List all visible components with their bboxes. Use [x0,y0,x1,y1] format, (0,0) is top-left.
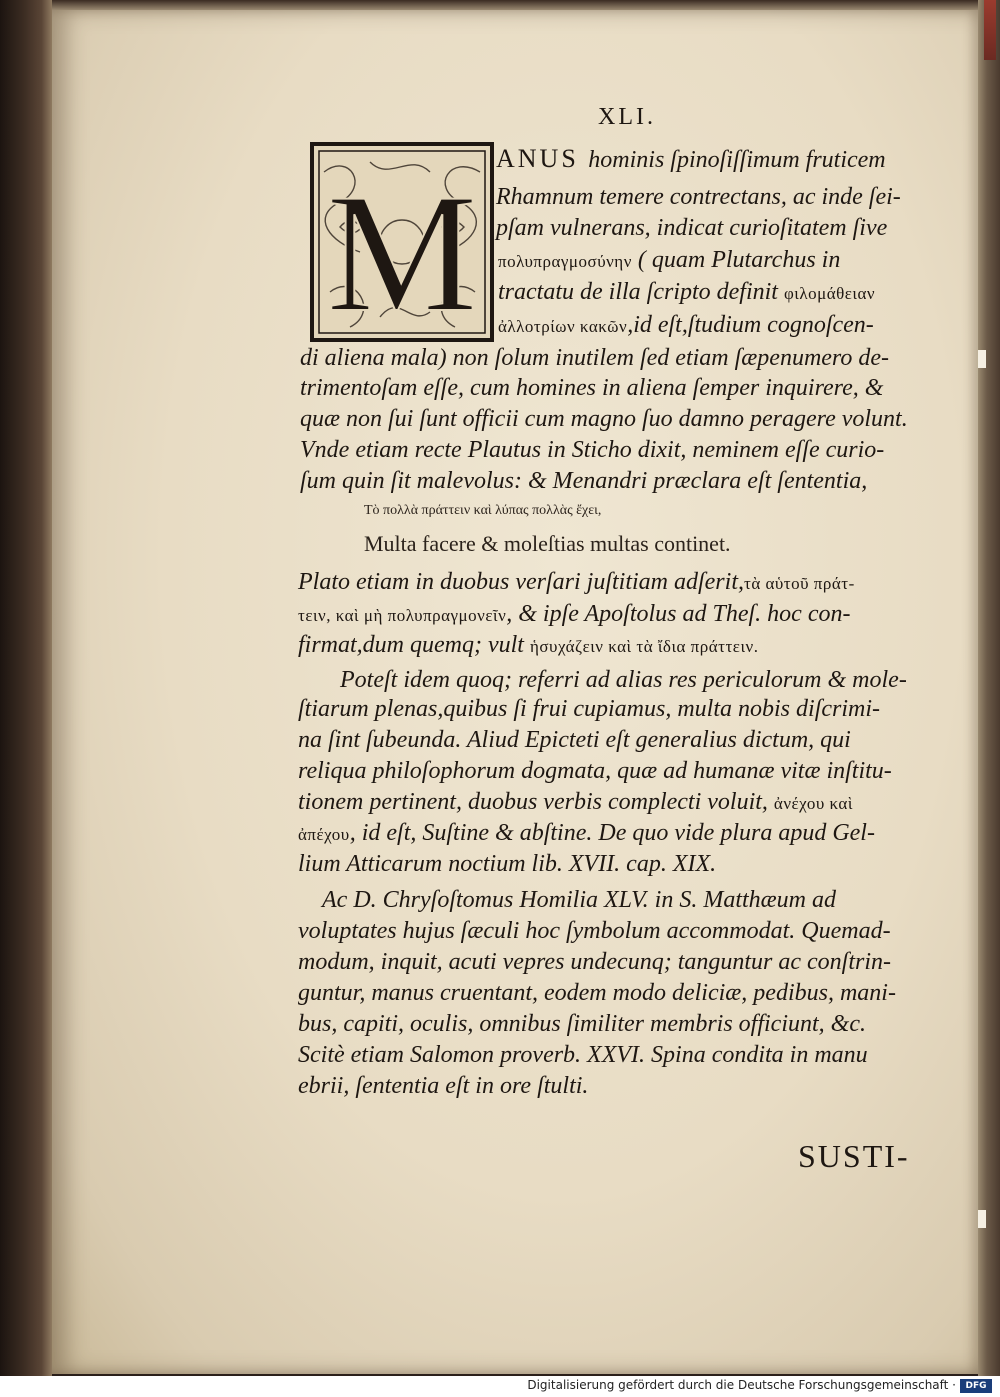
text-line: Poteſt idem quoq; referri ad alias res periculorum & mole- [340,667,907,693]
text-line: Ac D. Chryſoſtomus Homilia XLV. in S. Matthæum ad [322,887,837,913]
greek-word: φιλομάθειαν [783,284,876,303]
text-line: reliqua philoſophorum dogmata, quæ ad humanæ vitæ inſtitu- [298,758,892,784]
text-line-6 [498,310,874,342]
text-line: quæ non ſui ſunt officii cum magno ſuo damno peragere volunt. [300,406,908,432]
text-line [298,787,853,819]
book-binding-right [978,0,1000,1376]
text-line-2: Rhamnum temere contrectans, ac inde ſei- [496,184,901,210]
latin-translation: Multa facere & moleſtias multas continet. [364,531,731,556]
text-line: trimentoſam eſſe, cum homines in aliena ſemper inquirere, & [300,375,884,401]
text-line: Vnde etiam recte Plautus in Sticho dixit, neminem eſſe curio- [300,437,885,463]
text-line: guntur, manus cruentant, eodem modo deliciæ, pedibus, mani- [298,980,896,1006]
greek-word: ἀπέχου [298,825,350,844]
text-line [298,599,850,631]
line-text: Plato etiam in duobus verſari juſtitiam adſerit, [298,569,744,595]
initial-letter: M [326,159,478,342]
line-text: , & ipſe Apoſtolus ad Theſ. hoc con- [506,601,851,627]
line-text: ( quam Plutarchus in [631,247,841,273]
line-text: hominis ſpinoſiſſimum fruticem [588,147,886,173]
greek-phrase: ἡσυχάζειν καὶ τὰ ἴδια πράττειν. [529,637,759,656]
greek-word: ἀλλοτρίων κακῶν [498,317,628,336]
text-line: na ſint ſubeunda. Aliud Epicteti eſt generalius dictum, qui [298,727,851,753]
greek-phrase: ἀνέχου καὶ [773,794,853,813]
text-line [298,567,855,599]
text-line [298,630,758,662]
decorated-initial-m [310,142,494,342]
spine-stripe [984,0,996,60]
text-line [298,818,875,850]
text-line: voluptates hujus ſæculi hoc ſymbolum accommodat. Quemad- [298,918,891,944]
greek-word: πολυπραγμοσύνην [498,252,632,271]
page-fold-mark [978,1210,986,1228]
page-heading: XLI. [598,104,656,130]
text-line: lium Atticarum noctium lib. XVII. cap. XIX. [298,851,717,877]
line-text: ,id eſt,ſtudium cognoſcen- [627,312,874,338]
line-text: , id eſt, Suſtine & abſtine. De quo vide plura apud Gel- [349,820,875,846]
book-binding-left [0,0,52,1376]
line-text: firmat,dum quemq; vult [298,632,530,658]
text-line: ſum quin ſit malevolus: & Menandri præclara eſt ſententia, [300,468,868,494]
opening-word: ANUS [496,144,589,173]
text-line-5 [498,277,875,309]
line-text: tractatu de illa ſcripto definit [498,279,784,305]
dfg-logo: DFG [960,1379,992,1393]
text-line: Scitè etiam Salomon proverb. XXVI. Spina condita in manu [298,1042,868,1068]
text-line-3: pſam vulnerans, indicat curioſitatem ſive [496,215,888,241]
footer-credit: Digitalisierung gefördert durch die Deutsche Forschungsgemeinschaft · [527,1378,956,1392]
text-line: ſtiarum plenas,quibus ſi frui cupiamus, multa nobis diſcrimi- [298,696,881,722]
greek-phrase: τειν, καὶ μὴ πολυπραγμονεῖν [298,606,507,625]
catchword: SUSTI- [798,1138,910,1174]
greek-phrase: τὰ αὑτοῦ πράτ- [743,574,855,593]
text-line: ebrii, ſententia eſt in ore ſtulti. [298,1073,589,1099]
line-text: tionem pertinent, duobus verbis complecti voluit, [298,789,768,815]
footer-bar [0,1376,1000,1397]
text-line-4 [498,245,840,277]
page-fold-mark [978,350,986,368]
text-line-1 [496,144,886,175]
text-line: bus, capiti, oculis, omnibus ſimiliter membris officiunt, &c. [298,1011,866,1037]
text-line: modum, inquit, acuti vepres undecunq; tanguntur ac conſtrin- [298,949,892,975]
text-line: di aliena mala) non ſolum inutilem ſed etiam ſæpenumero de- [300,345,890,371]
greek-quote: Τὸ πολλὰ πράττειν καὶ λύπας πολλὰς ἔχει, [364,503,602,518]
